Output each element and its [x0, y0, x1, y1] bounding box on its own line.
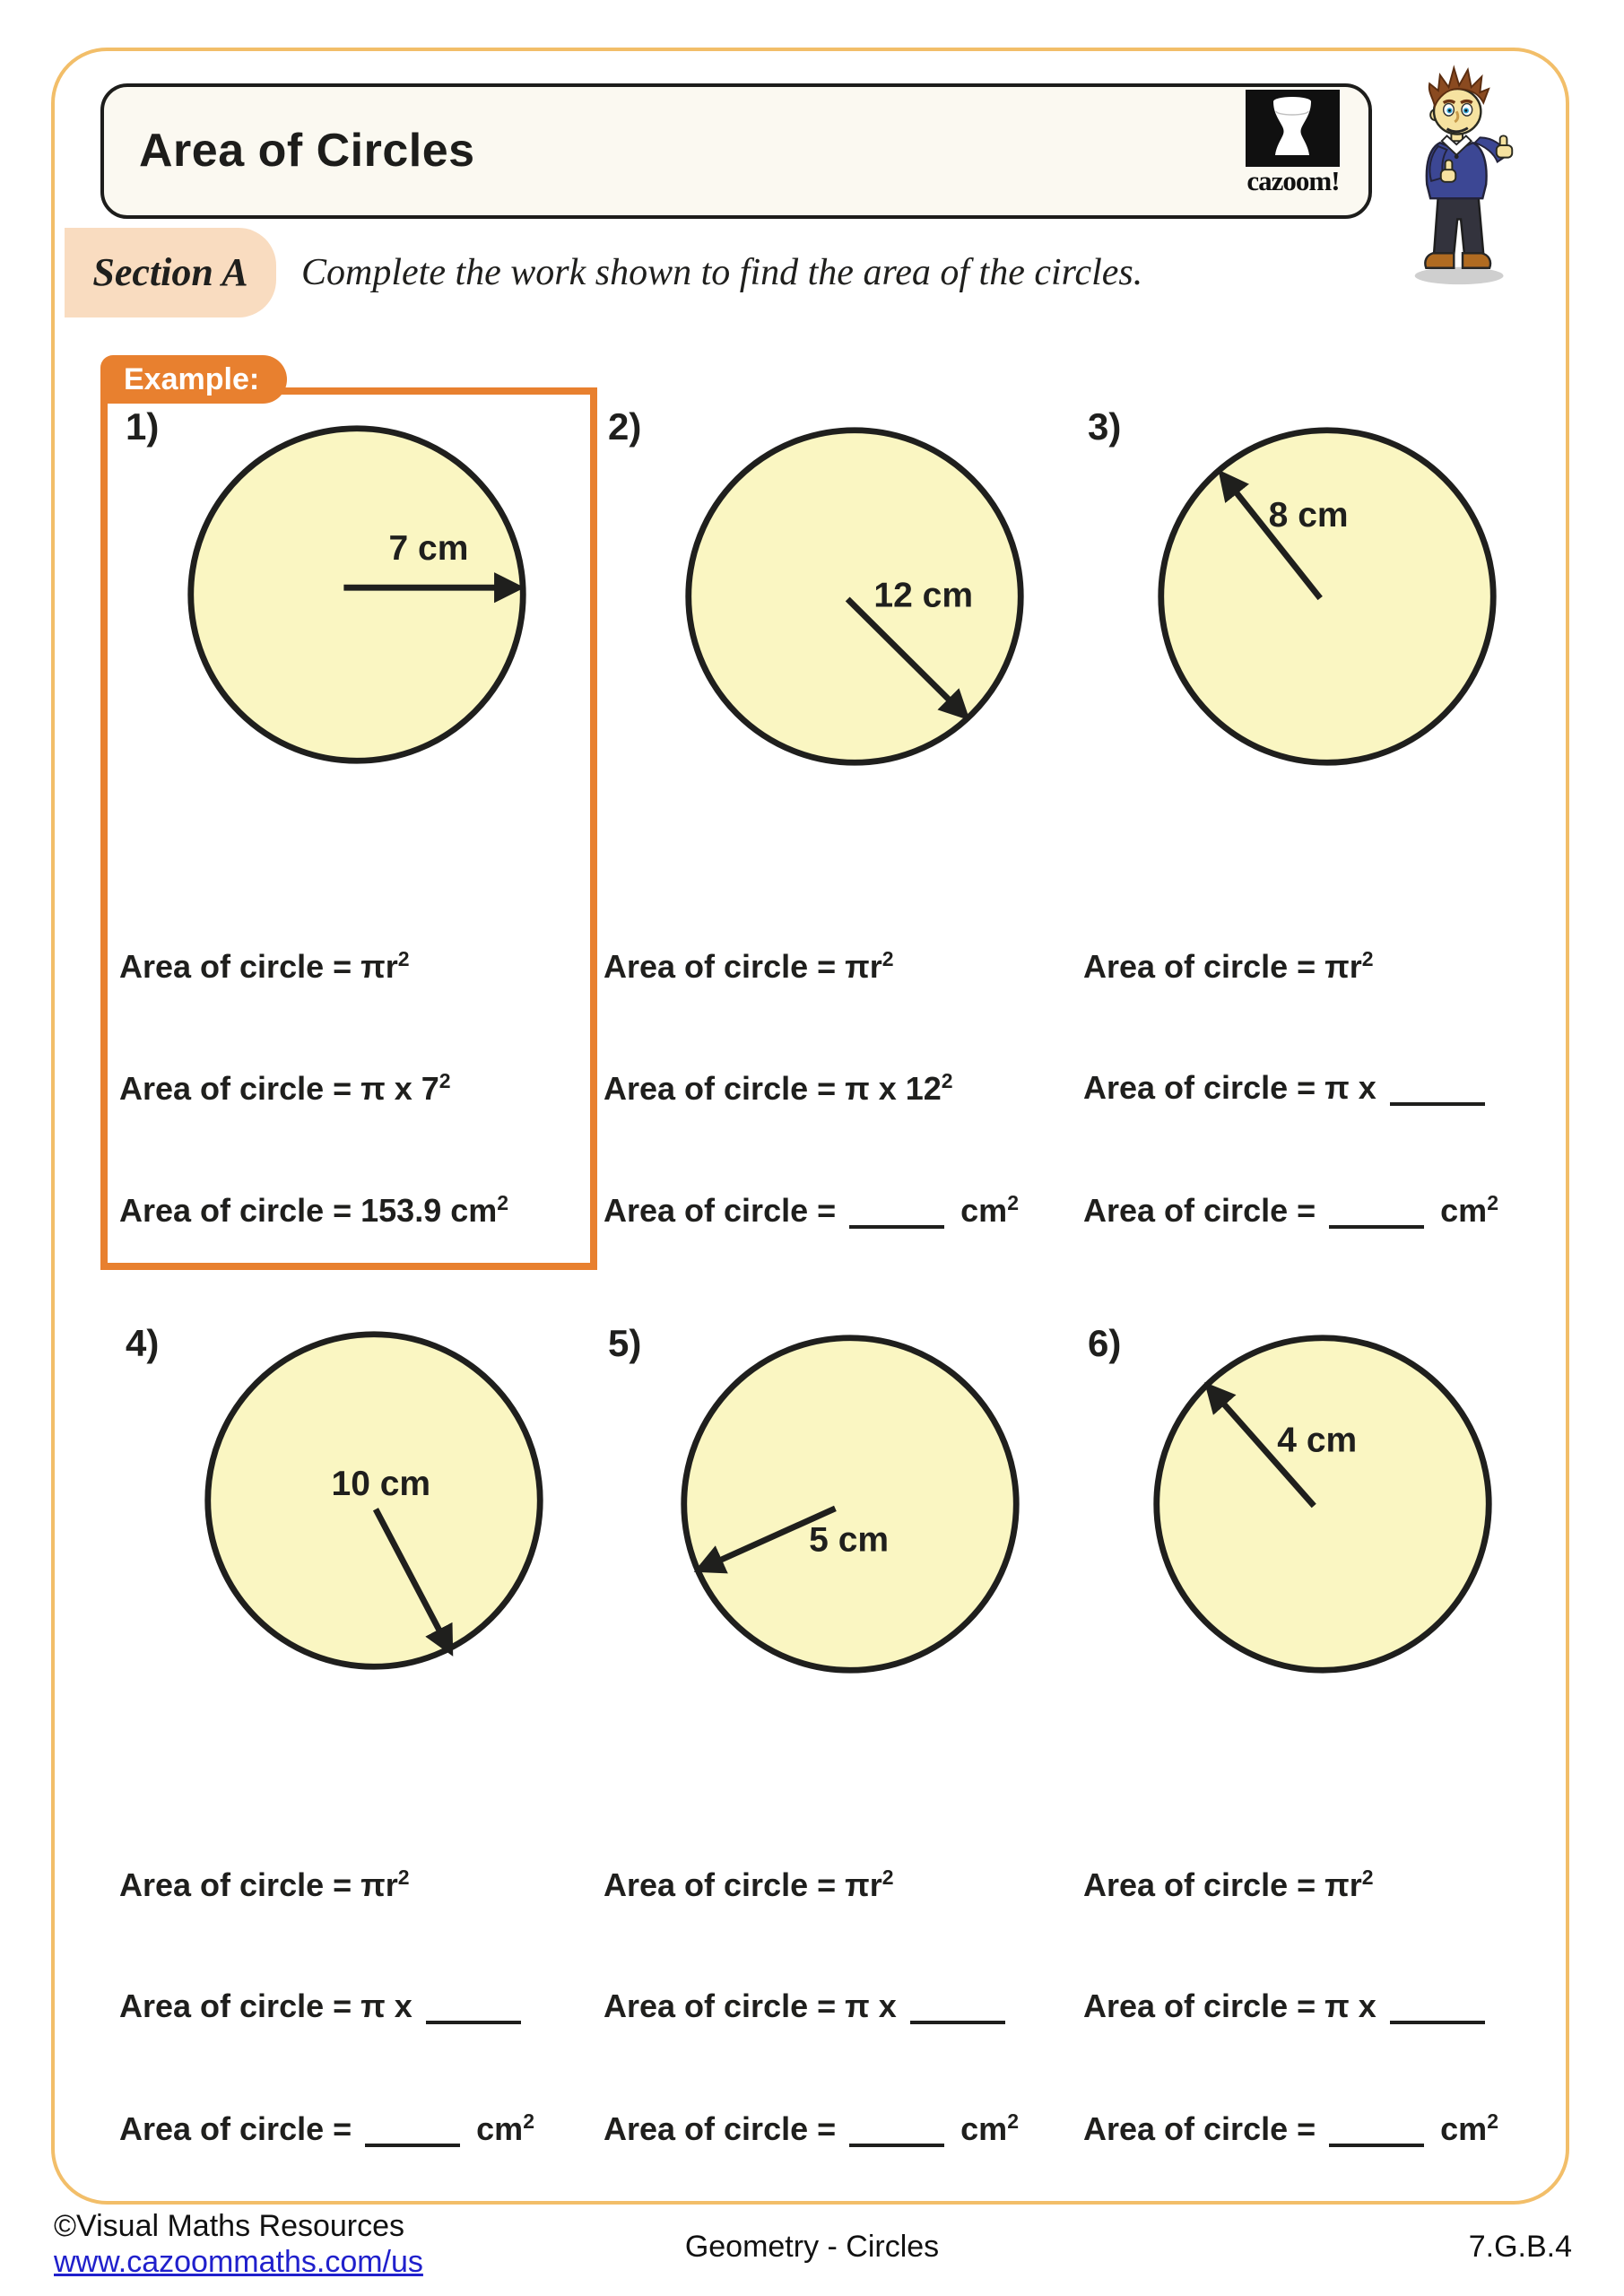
radius-label: 4 cm — [1277, 1421, 1358, 1460]
formula-line — [119, 947, 410, 986]
section-label: Section A — [92, 250, 248, 294]
answer-blank[interactable] — [849, 1202, 944, 1229]
formula-line — [1083, 947, 1374, 986]
formula-superscript: 2 — [397, 1866, 410, 1889]
formula-text: cm — [467, 2110, 524, 2147]
formula-superscript: 2 — [1487, 2109, 1498, 2133]
formula-text: cm — [1431, 1192, 1488, 1229]
radius-label: 8 cm — [1268, 496, 1349, 535]
formula-line — [604, 1191, 1019, 1230]
formula-superscript: 2 — [881, 947, 894, 970]
formula-text: Area of circle = π x — [1083, 1987, 1385, 2024]
radius-label: 7 cm — [388, 529, 469, 568]
formula-superscript: 2 — [439, 1069, 451, 1092]
formula-text: Area of circle = πr — [1083, 1866, 1362, 1903]
website-link[interactable]: www.cazoommaths.com/us — [54, 2245, 423, 2279]
circle-diagram-1 — [182, 420, 532, 770]
formula-line — [119, 1191, 508, 1230]
problem-number: 4) — [126, 1322, 160, 1364]
formula-line — [1083, 1987, 1492, 2025]
formula-text: cm — [951, 2110, 1008, 2147]
circle-diagram-3 — [1152, 422, 1502, 771]
brand-wordmark: cazoom! — [1246, 165, 1340, 196]
circle-diagram-4 — [199, 1326, 549, 1675]
formula-text: Area of circle = 153.9 cm — [119, 1192, 498, 1229]
formula-text: Area of circle = — [1083, 2110, 1325, 2147]
djembe-drum-icon — [1246, 90, 1340, 167]
circle-diagram-6 — [1148, 1329, 1498, 1679]
formula-line — [604, 1866, 894, 1904]
formula-line — [1083, 1191, 1498, 1230]
section-instruction: Complete the work shown to find the area of the circles. — [301, 252, 1143, 293]
formula-text: Area of circle = π x 7 — [119, 1070, 439, 1107]
footer-standard-code: 7.G.B.4 — [1468, 2230, 1572, 2264]
formula-line — [119, 1866, 410, 1904]
page-title: Area of Circles — [139, 125, 475, 177]
formula-line — [604, 1069, 953, 1108]
radius-label: 12 cm — [873, 576, 974, 615]
answer-blank[interactable] — [1390, 1997, 1485, 2024]
answer-blank[interactable] — [1329, 1202, 1424, 1229]
formula-superscript: 2 — [1361, 1866, 1374, 1889]
formula-line — [1083, 1069, 1492, 1107]
formula-text: Area of circle = — [604, 1192, 846, 1229]
radius-label: 10 cm — [331, 1465, 431, 1504]
formula-line — [1083, 2109, 1498, 2148]
answer-blank[interactable] — [426, 1997, 521, 2024]
formula-superscript: 2 — [1361, 947, 1374, 970]
answer-blank[interactable] — [910, 1997, 1005, 2024]
formula-text: Area of circle = — [119, 2110, 361, 2147]
formula-superscript: 2 — [1007, 2109, 1019, 2133]
formula-text: cm — [951, 1192, 1008, 1229]
formula-superscript: 2 — [397, 947, 410, 970]
formula-text: Area of circle = πr — [119, 948, 398, 985]
footer-topic: Geometry - Circles — [684, 2230, 940, 2264]
formula-text: Area of circle = πr — [1083, 948, 1362, 985]
formula-text: Area of circle = πr — [119, 1866, 398, 1903]
copyright-text: ©Visual Maths Resources — [54, 2209, 405, 2243]
problem-number: 3) — [1088, 405, 1122, 448]
formula-line — [119, 2109, 534, 2148]
formula-superscript: 2 — [881, 1866, 894, 1889]
radius-label: 5 cm — [809, 1520, 890, 1560]
formula-text: Area of circle = πr — [604, 948, 882, 985]
formula-superscript: 2 — [1487, 1191, 1498, 1214]
circle-diagram-5 — [675, 1329, 1025, 1679]
circle-diagram-2 — [680, 422, 1029, 771]
formula-line — [604, 947, 894, 986]
example-tab: Example: — [100, 355, 287, 404]
formula-text: Area of circle = π x — [604, 1987, 906, 2024]
formula-text: Area of circle = πr — [604, 1866, 882, 1903]
answer-blank[interactable] — [849, 2120, 944, 2147]
formula-superscript: 2 — [1007, 1191, 1019, 1214]
formula-superscript: 2 — [941, 1069, 953, 1092]
formula-line — [604, 1987, 1012, 2025]
formula-text: Area of circle = — [1083, 1192, 1325, 1229]
formula-superscript: 2 — [523, 2109, 534, 2133]
answer-blank[interactable] — [365, 2120, 460, 2147]
problem-number: 2) — [608, 405, 642, 448]
formula-line — [604, 2109, 1019, 2148]
formula-line — [119, 1069, 451, 1108]
formula-text: Area of circle = — [604, 2110, 846, 2147]
formula-superscript: 2 — [497, 1191, 509, 1214]
problem-number: 5) — [608, 1322, 642, 1364]
problem-number: 6) — [1088, 1322, 1122, 1364]
formula-line — [1083, 1866, 1374, 1904]
formula-text: Area of circle = π x — [1083, 1069, 1385, 1106]
formula-text: cm — [1431, 2110, 1488, 2147]
formula-text: Area of circle = π x 12 — [604, 1070, 942, 1107]
answer-blank[interactable] — [1390, 1079, 1485, 1106]
answer-blank[interactable] — [1329, 2120, 1424, 2147]
formula-line — [119, 1987, 528, 2025]
formula-text: Area of circle = π x — [119, 1987, 421, 2024]
student-mascot-illustration — [1401, 63, 1524, 289]
problem-number: 1) — [126, 405, 160, 448]
